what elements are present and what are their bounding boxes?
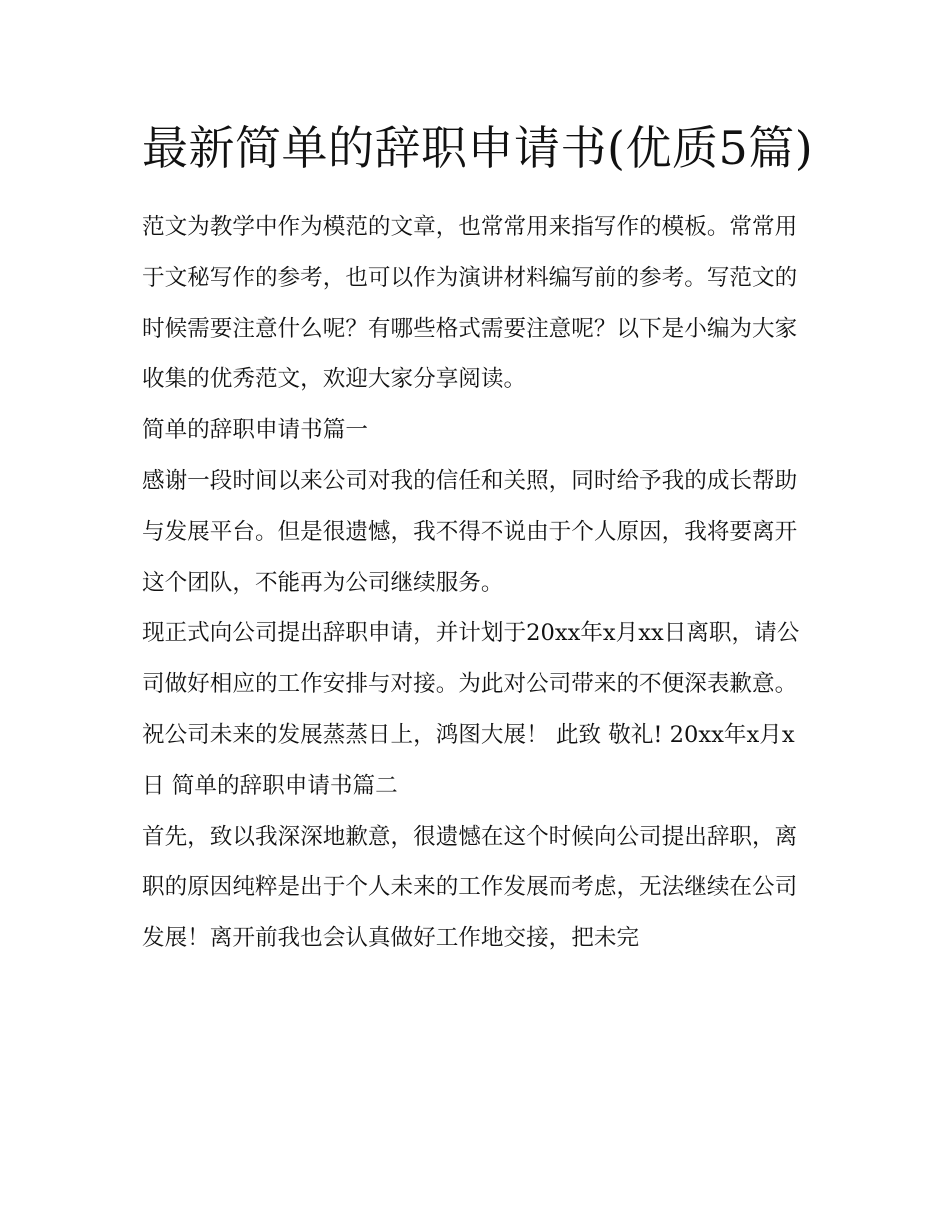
document-title: 最新简单的辞职申请书(优质5篇) <box>142 121 814 175</box>
paragraph-apology: 首先，致以我深深地歉意，很遗憾在这个时候向公司提出辞职，离职的原因纯粹是出于个人未来的工作发展而考虑，无法继续在公司发展！离开前我也会认真做好工作地交接，把未完 <box>142 823 798 952</box>
section-heading-1: 简单的辞职申请书篇一 <box>142 417 368 444</box>
paragraph-intro: 范文为教学中作为模范的文章，也常常用来指写作的模板。常常用于文秘写作的参考，也可以作为演讲材料编写前的参考。写范文的时候需要注意什么呢？有哪些格式需要注意呢？以下是小编为大家收集的优秀范文，欢迎大家分享阅读。 <box>142 214 798 393</box>
paragraph-closing: 祝公司未来的发展蒸蒸日上，鸿图大展！ 此致 敬礼! 20xx年x月x日 简单的辞职申请书篇二 <box>142 721 795 799</box>
document-body <box>142 202 814 964</box>
paragraph-thanks: 感谢一段时间以来公司对我的信任和关照，同时给予我的成长帮助与发展平台。但是很遗憾，我不得不说由于个人原因，我将要离开这个团队，不能再为公司继续服务。 <box>142 467 798 596</box>
document-page <box>142 112 814 964</box>
paragraph-resignation-request: 现正式向公司提出辞职申请，并计划于20xx年x月xx日离职，请公司做好相应的工作安排与对接。为此对公司带来的不便深表歉意。 <box>142 620 800 698</box>
